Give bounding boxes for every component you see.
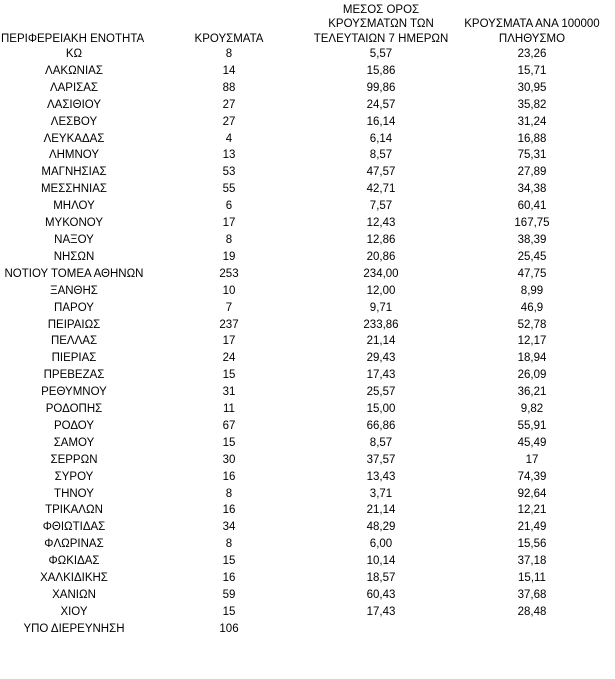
cell-cases: 67 xyxy=(222,419,236,432)
cell-7day-average: 8,57 xyxy=(369,436,393,449)
cell-cases-per-100k: 17 xyxy=(525,453,539,466)
cell-cases: 31 xyxy=(222,386,236,399)
cell-cases: 15 xyxy=(222,369,236,382)
header-7day-average xyxy=(310,0,452,46)
cell-region: ΡΟΔΟΥ xyxy=(53,419,95,432)
cell-7day-average: 29,43 xyxy=(366,352,396,365)
cell-7day-average: 16,14 xyxy=(366,115,396,128)
table-row xyxy=(0,46,612,63)
table-row xyxy=(0,333,612,350)
cell-region: ΠΕΛΛΑΣ xyxy=(50,335,98,348)
cell-cases: 16 xyxy=(222,572,236,585)
cell-7day-average: 21,14 xyxy=(366,504,396,517)
cell-region: ΛΕΥΚΑΔΑΣ xyxy=(43,132,105,145)
table-row xyxy=(0,283,612,300)
cell-cases: 6 xyxy=(225,200,233,213)
cell-region: ΦΩΚΙΔΑΣ xyxy=(48,555,100,568)
cell-cases-per-100k: 45,49 xyxy=(517,436,547,449)
cell-cases-per-100k: 8,99 xyxy=(520,284,544,297)
cell-7day-average: 48,29 xyxy=(366,521,396,534)
table-row xyxy=(0,435,612,452)
cell-cases: 8 xyxy=(225,487,233,500)
table-row xyxy=(0,97,612,114)
cell-7day-average: 17,43 xyxy=(366,369,396,382)
cell-cases-per-100k: 18,94 xyxy=(517,352,547,365)
cell-7day-average: 99,86 xyxy=(366,81,396,94)
cell-region: ΞΑΝΘΗΣ xyxy=(50,284,98,297)
header-row xyxy=(0,0,612,46)
cell-cases: 16 xyxy=(222,504,236,517)
cell-7day-average: 12,00 xyxy=(366,284,396,297)
cell-7day-average: 47,57 xyxy=(366,166,396,179)
cell-7day-average: 3,71 xyxy=(369,487,393,500)
cell-region: ΛΑΡΙΣΑΣ xyxy=(49,81,99,94)
cell-cases-per-100k: 36,21 xyxy=(517,386,547,399)
cell-cases: 55 xyxy=(222,183,236,196)
cell-region: ΜΕΣΣΗΝΙΑΣ xyxy=(40,183,108,196)
cell-7day-average: 42,71 xyxy=(366,183,396,196)
table-row xyxy=(0,570,612,587)
cell-cases-per-100k xyxy=(452,621,612,638)
cell-7day-average: 6,00 xyxy=(369,538,393,551)
table-row xyxy=(0,215,612,232)
cell-cases: 24 xyxy=(222,352,236,365)
cell-region: ΝΗΣΩΝ xyxy=(53,250,95,263)
cell-7day-average: 5,57 xyxy=(369,48,393,60)
table-row xyxy=(0,519,612,536)
cell-region: ΤΡΙΚΑΛΩΝ xyxy=(45,504,103,517)
table-row xyxy=(0,486,612,503)
cell-region: ΝΑΞΟΥ xyxy=(54,233,94,246)
cell-region: ΦΛΩΡΙΝΑΣ xyxy=(44,538,104,551)
cell-cases: 8 xyxy=(225,48,233,60)
cell-7day-average: 13,43 xyxy=(366,470,396,483)
header-7day-average-line3: ΤΕΛΕΥΤΑΙΩΝ 7 ΗΜΕΡΩΝ xyxy=(313,32,449,45)
cell-cases: 4 xyxy=(225,132,233,145)
cell-region: ΛΕΣΒΟΥ xyxy=(50,115,98,128)
cell-cases-per-100k: 47,75 xyxy=(517,267,547,280)
cell-cases-per-100k: 15,71 xyxy=(517,64,547,77)
cell-cases: 106 xyxy=(219,622,239,635)
cell-cases: 27 xyxy=(222,115,236,128)
cell-7day-average: 12,43 xyxy=(366,217,396,230)
cell-cases-per-100k: 21,49 xyxy=(517,521,547,534)
cell-cases: 53 xyxy=(222,166,236,179)
cell-7day-average: 60,43 xyxy=(366,589,396,601)
cell-cases-per-100k: 60,41 xyxy=(517,200,547,213)
cell-cases: 11 xyxy=(223,403,235,416)
cell-7day-average xyxy=(310,621,452,638)
cell-region: ΡΟΔΟΠΗΣ xyxy=(45,403,103,416)
cell-cases-per-100k: 46,9 xyxy=(520,301,544,314)
cell-cases-per-100k: 37,18 xyxy=(517,555,547,568)
table-row xyxy=(0,266,612,283)
header-7day-average-line1: ΜΕΣΟΣ ΟΡΟΣ xyxy=(342,3,420,16)
table-row xyxy=(0,147,612,164)
cell-7day-average: 15,00 xyxy=(366,403,396,416)
cell-region: ΠΡΕΒΕΖΑΣ xyxy=(43,369,105,382)
table-row xyxy=(0,232,612,249)
cell-7day-average: 17,43 xyxy=(366,605,396,618)
cell-region: ΧΑΛΚΙΔΙΚΗΣ xyxy=(40,572,108,585)
cell-7day-average: 25,57 xyxy=(366,386,396,399)
cell-cases: 10 xyxy=(222,284,236,297)
table-row xyxy=(0,502,612,519)
cell-cases: 19 xyxy=(222,250,236,263)
cell-cases: 27 xyxy=(222,98,236,111)
table-row xyxy=(0,164,612,181)
table-row xyxy=(0,621,612,638)
cell-region: ΥΠΟ ΔΙΕΡΕΥΝΗΣΗ xyxy=(23,622,125,635)
cell-cases-per-100k: 92,64 xyxy=(517,487,547,500)
cell-cases: 17 xyxy=(222,335,236,348)
cell-region: ΠΙΕΡΙΑΣ xyxy=(51,352,97,365)
table-row xyxy=(0,384,612,401)
cell-region: ΧΑΝΙΩΝ xyxy=(52,589,96,601)
cell-7day-average: 12,86 xyxy=(366,233,396,246)
cell-7day-average: 20,86 xyxy=(366,250,396,263)
cell-7day-average: 37,57 xyxy=(366,453,396,466)
cell-cases-per-100k: 28,48 xyxy=(517,605,547,618)
cell-region: ΠΑΡΟΥ xyxy=(54,301,94,314)
cell-cases-per-100k: 27,89 xyxy=(517,166,547,179)
cell-region: ΦΘΙΩΤΙΔΑΣ xyxy=(42,521,106,534)
cell-region: ΣΑΜΟΥ xyxy=(53,436,95,449)
table-row xyxy=(0,587,612,604)
cell-region: ΝΟΤΙΟΥ ΤΟΜΕΑ ΑΘΗΝΩΝ xyxy=(4,267,144,280)
table-row xyxy=(0,181,612,198)
cell-7day-average: 24,57 xyxy=(366,98,396,111)
cell-region: ΜΑΓΝΗΣΙΑΣ xyxy=(41,166,107,179)
cell-7day-average: 10,14 xyxy=(366,555,396,568)
cell-region: ΚΩ xyxy=(65,48,83,60)
cell-cases-per-100k: 12,21 xyxy=(517,504,547,517)
header-cases-per-100k-line2: ΠΛΗΘΥΣΜΟ xyxy=(498,32,566,45)
cell-7day-average: 21,14 xyxy=(366,335,396,348)
table-row xyxy=(0,114,612,131)
header-cases-per-100k-line1: ΚΡΟΥΣΜΑΤΑ ΑΝΑ 100000 xyxy=(464,18,600,30)
cell-cases: 14 xyxy=(222,64,236,77)
cell-7day-average: 6,14 xyxy=(369,132,393,145)
cell-cases: 8 xyxy=(225,538,233,551)
cell-cases: 59 xyxy=(222,589,236,601)
cell-cases-per-100k: 74,39 xyxy=(517,470,547,483)
cell-7day-average: 8,57 xyxy=(369,149,393,162)
cell-cases: 88 xyxy=(222,81,236,94)
cell-cases: 16 xyxy=(222,470,236,483)
cell-region: ΛΑΣΙΘΙΟΥ xyxy=(46,98,102,111)
cell-cases-per-100k: 75,31 xyxy=(517,149,547,162)
cell-7day-average: 233,86 xyxy=(363,318,399,331)
cell-region: ΠΕΙΡΑΙΩΣ xyxy=(47,318,101,331)
cell-cases: 30 xyxy=(222,453,236,466)
cell-region: ΧΙΟΥ xyxy=(60,605,88,618)
table-body xyxy=(0,46,612,638)
cell-region: ΣΕΡΡΩΝ xyxy=(50,453,98,466)
cell-cases-per-100k: 26,09 xyxy=(517,369,547,382)
cell-cases: 34 xyxy=(222,521,236,534)
header-cases: ΚΡΟΥΣΜΑΤΑ xyxy=(194,32,264,45)
cell-region: ΜΗΛΟΥ xyxy=(53,200,95,213)
cell-cases: 13 xyxy=(222,149,236,162)
cell-cases: 237 xyxy=(219,318,239,331)
cell-cases-per-100k: 31,24 xyxy=(517,115,547,128)
table-row xyxy=(0,80,612,97)
table-row xyxy=(0,469,612,486)
cell-cases-per-100k: 30,95 xyxy=(517,81,547,94)
table-row xyxy=(0,198,612,215)
cell-region: ΛΗΜΝΟΥ xyxy=(48,149,100,162)
cell-cases: 17 xyxy=(222,217,236,230)
cell-cases: 15 xyxy=(222,605,236,618)
table-row xyxy=(0,317,612,334)
table-row xyxy=(0,553,612,570)
header-cases-per-100k xyxy=(452,0,612,46)
cell-cases-per-100k: 23,26 xyxy=(517,48,547,60)
cell-cases: 253 xyxy=(219,267,239,280)
cell-cases-per-100k: 34,38 xyxy=(517,183,547,196)
cell-cases-per-100k: 38,39 xyxy=(517,233,547,246)
cell-cases-per-100k: 55,91 xyxy=(517,419,547,432)
cell-cases-per-100k: 52,78 xyxy=(517,318,547,331)
table-row xyxy=(0,604,612,621)
table-row xyxy=(0,401,612,418)
cell-cases: 15 xyxy=(222,436,236,449)
table-row xyxy=(0,452,612,469)
table-row xyxy=(0,418,612,435)
cell-cases-per-100k: 15,56 xyxy=(517,538,547,551)
table-row xyxy=(0,300,612,317)
cell-region: ΡΕΘΥΜΝΟΥ xyxy=(41,386,107,399)
table-row xyxy=(0,536,612,553)
header-7day-average-line2: ΚΡΟΥΣΜΑΤΩΝ ΤΩΝ xyxy=(328,18,434,30)
table-row xyxy=(0,131,612,148)
header-region: ΠΕΡΙΦΕΡΕΙΑΚΗ ΕΝΟΤΗΤΑ xyxy=(1,32,145,45)
cell-7day-average: 7,57 xyxy=(369,200,393,213)
cell-cases: 8 xyxy=(225,233,233,246)
cell-7day-average: 234,00 xyxy=(363,267,399,280)
cell-cases-per-100k: 167,75 xyxy=(514,217,550,230)
cell-cases: 15 xyxy=(222,555,236,568)
cell-cases-per-100k: 37,68 xyxy=(517,589,547,601)
cell-cases-per-100k: 16,88 xyxy=(517,132,547,145)
cell-7day-average: 66,86 xyxy=(366,419,396,432)
cell-region: ΛΑΚΩΝΙΑΣ xyxy=(45,64,103,77)
cell-cases-per-100k: 9,82 xyxy=(520,403,544,416)
table-row xyxy=(0,367,612,384)
cell-7day-average: 9,71 xyxy=(369,301,393,314)
cell-7day-average: 18,57 xyxy=(366,572,396,585)
cell-cases: 7 xyxy=(225,301,233,314)
cell-7day-average: 15,86 xyxy=(366,64,396,77)
cell-cases-per-100k: 15,11 xyxy=(518,572,546,585)
table-row xyxy=(0,63,612,80)
cell-cases-per-100k: 25,45 xyxy=(517,250,547,263)
cell-region: ΣΥΡΟΥ xyxy=(54,470,94,483)
cell-region: ΜΥΚΟΝΟΥ xyxy=(44,217,104,230)
cell-region: ΤΗΝΟΥ xyxy=(54,487,94,500)
table-row xyxy=(0,249,612,266)
cell-cases-per-100k: 35,82 xyxy=(517,98,547,111)
table-row xyxy=(0,350,612,367)
cell-cases-per-100k: 12,17 xyxy=(517,335,547,348)
